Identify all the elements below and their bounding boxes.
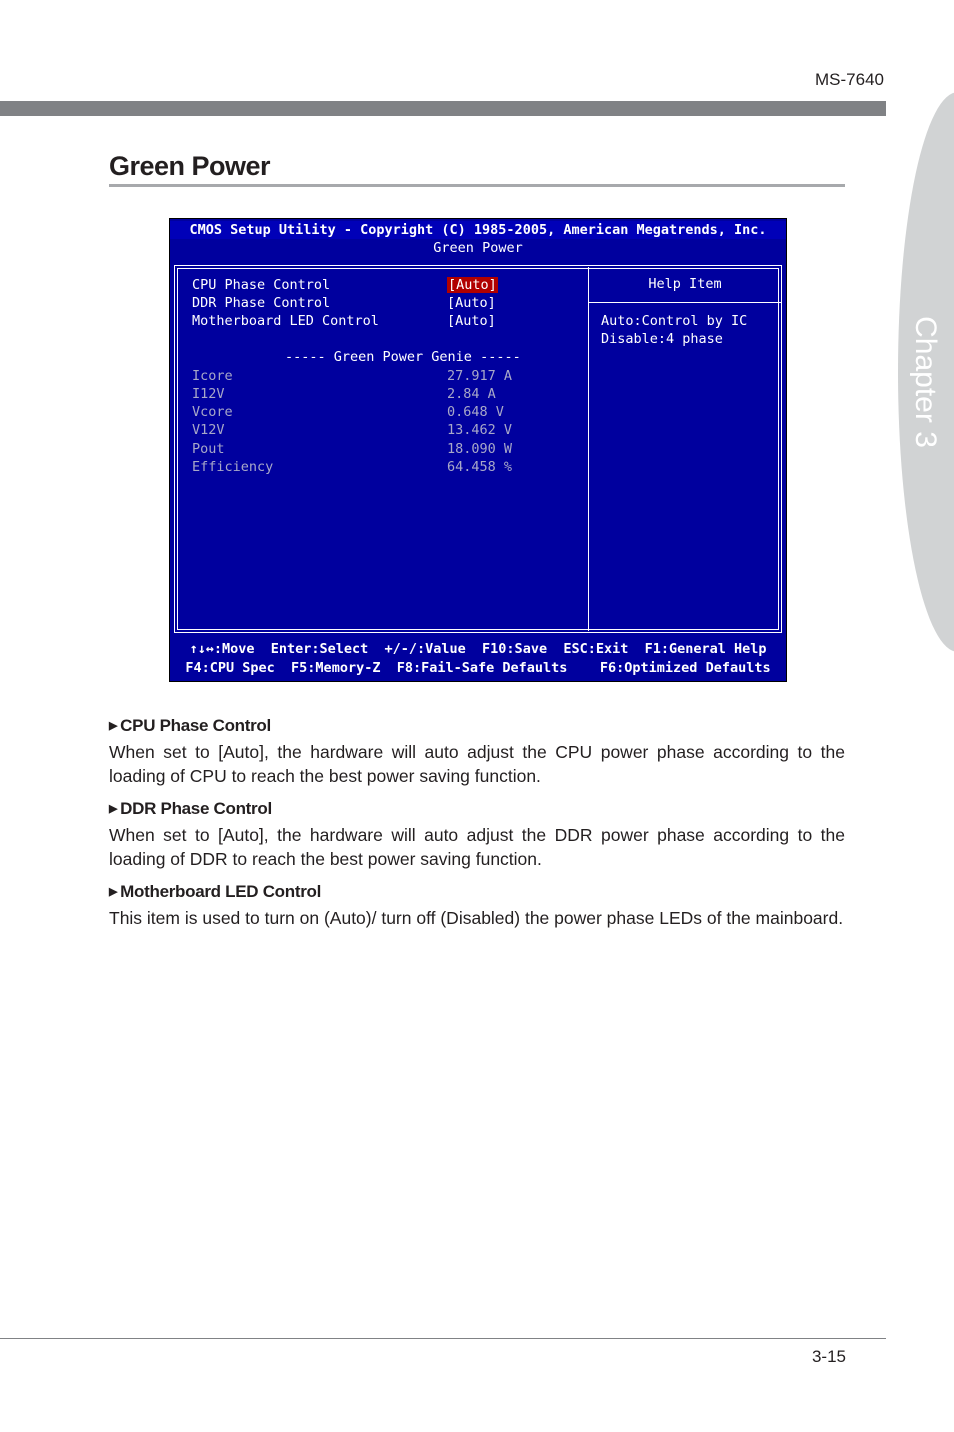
reading-label: I12V <box>192 386 225 402</box>
help-line: Auto:Control by IC <box>601 313 748 329</box>
item-ddr-phase <box>109 799 845 871</box>
bios-title: CMOS Setup Utility - Copyright (C) 1985-2005, American Megatrends, Inc. <box>170 221 786 239</box>
bios-setting-value[interactable] <box>447 277 498 293</box>
bios-setting-label[interactable]: Motherboard LED Control <box>192 313 379 329</box>
bios-screenshot <box>169 218 787 682</box>
reading-label: V12V <box>192 422 225 438</box>
reading-label: Pout <box>192 441 225 457</box>
reading-value: 13.462 V <box>447 422 513 438</box>
bios-subtitle: Green Power <box>433 240 523 256</box>
item-led-control <box>109 882 845 930</box>
bios-setting-label[interactable]: CPU Phase Control <box>192 277 331 293</box>
item-text: When set to [Auto], the hardware will auto adjust the CPU power phase according to the loading of CPU to reach the best power saving function. <box>109 742 845 786</box>
triangle-bullet-icon: ▶ <box>109 803 118 815</box>
reading-label: Icore <box>192 368 233 384</box>
item-title: Motherboard LED Control <box>120 882 322 901</box>
bios-setting-label[interactable]: DDR Phase Control <box>192 295 331 311</box>
bios-divider <box>588 267 589 631</box>
help-line: Disable:4 phase <box>601 331 723 347</box>
item-title: DDR Phase Control <box>120 799 272 818</box>
bios-key-help-1: ↑↓↔:Move Enter:Select +/-/:Value F10:Save ESC:Exit F1:General Help <box>189 641 767 657</box>
item-text: When set to [Auto], the hardware will auto adjust the DDR power phase according to the loading of DDR to reach the best power saving function. <box>109 825 845 869</box>
help-divider <box>589 302 781 303</box>
model-number: MS-7640 <box>815 70 884 89</box>
selected-value[interactable]: [Auto] <box>448 277 497 293</box>
reading-value: 64.458 % <box>447 459 513 475</box>
item-cpu-phase <box>109 716 845 788</box>
reading-value: 0.648 V <box>447 404 504 420</box>
triangle-bullet-icon: ▶ <box>109 886 118 898</box>
page-number: 3-15 <box>811 1347 846 1366</box>
bios-setting-value[interactable]: [Auto] <box>447 313 496 329</box>
header-bar <box>0 101 886 116</box>
item-title: CPU Phase Control <box>120 716 271 735</box>
triangle-bullet-icon: ▶ <box>109 720 118 732</box>
section-title: Green Power <box>109 151 845 187</box>
reading-value: 18.090 W <box>447 441 513 457</box>
footer-rule <box>0 1338 886 1339</box>
reading-label: Vcore <box>192 404 233 420</box>
genie-title: ----- Green Power Genie ----- <box>285 349 521 365</box>
chapter-tab-label: Chapter 3 <box>909 316 942 448</box>
item-text: This item is used to turn on (Auto)/ turn off (Disabled) the power phase LEDs of the mainboard. <box>109 908 844 928</box>
reading-value: 2.84 A <box>447 386 496 402</box>
help-title: Help Item <box>648 276 722 292</box>
reading-label: Efficiency <box>192 459 274 475</box>
bios-key-help-2: F4:CPU Spec F5:Memory-Z F8:Fail-Safe Defaults F6:Optimized Defaults <box>185 660 771 676</box>
bios-setting-value[interactable]: [Auto] <box>447 295 496 311</box>
reading-value: 27.917 A <box>447 368 513 384</box>
